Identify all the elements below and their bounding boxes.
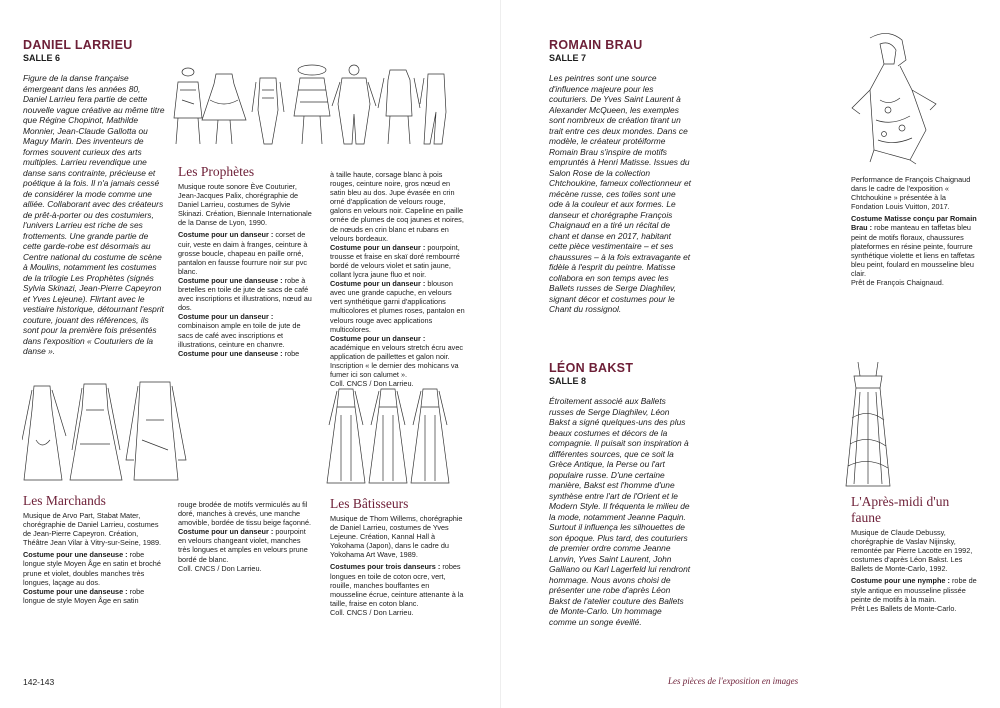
larrieu-header bbox=[23, 38, 133, 63]
brau-item: Costume Matisse conçu par Romain Brau : robe manteau en taffetas bleu peint de motifs floraux, chaussures plateformes en résine peinte, fourrure synthétique violette et liens en taffetas bleu peint, foulard en mousseline bleu clair. bbox=[851, 214, 977, 278]
costume-sketch-marchands-3 bbox=[126, 382, 186, 480]
prophetes-credit: Coll. CNCS / Don Larrieu. bbox=[330, 379, 414, 389]
costume-sketch-batisseurs-1 bbox=[327, 389, 365, 483]
page-gutter bbox=[500, 0, 501, 708]
marchands-credits: Musique de Arvo Part, Stabat Mater, chorégraphie de Daniel Larrieu, costumes de Jean-Pierre Capeyron. Création, Théâtre Jean Vilar à Vitry-sur-Seine, 1989. bbox=[23, 511, 162, 548]
marchands-sketches bbox=[22, 380, 192, 490]
prophetes-col2 bbox=[330, 170, 465, 388]
prophetes-col2-item-2: Costume pour un danseur : blouson avec une grande capuche, en velours vert synthétique garni d'applications multicolores et plumes roses, pantalon en velours rouge avec applications multicolores. bbox=[330, 279, 465, 334]
marchands-item-2: Costume pour une danseuse : robe longue de style Moyen Âge en satin bbox=[23, 586, 145, 605]
costume-sketch-1 bbox=[174, 68, 202, 144]
prophetes-block bbox=[178, 164, 313, 358]
costume-sketch-7 bbox=[420, 74, 446, 144]
prophetes-item-1: Costume pour un danseur : corset de cuir, veste en daim à franges, ceinture à grosse boucle, chapeau en paille orné, pantalon en fausse fourrure noir sur pvc blanc. bbox=[178, 230, 308, 276]
work-title-faune: L'Après-midi d'un faune bbox=[851, 494, 950, 525]
prophetes-item-2: Costume pour une danseuse : robe à bretelles en toile de jute de sacs de café avec inscriptions et illustrations, nœud au dos. bbox=[178, 275, 312, 313]
marchands-col2-lead: rouge brodée de motifs vermiculés au fil doré, manches à crevés, une manche amovible, bordée de tissu beige façonné. bbox=[178, 500, 312, 528]
batisseurs-credit: Coll. CNCS / Don Larrieu. bbox=[330, 607, 414, 617]
marchands-col2-item-1: Costume pour un danseur : pourpoint en velours changeant violet, manches très longues et amples en velours prune bordé de blanc. bbox=[178, 527, 308, 564]
costume-sketch-marchands-1 bbox=[22, 386, 66, 480]
brau-header bbox=[549, 38, 643, 63]
marchands-item-1: Costume pour une danseuse : robe longue style Moyen Âge en satin et broché prune et violet, doubles manches très longues, laçage au dos. bbox=[23, 550, 161, 587]
brau-caption: Performance de François Chaignaud dans le cadre de l'exposition « Chtchoukine » présentée à la Fondation Louis Vuitton, 2017. bbox=[851, 175, 971, 212]
brau-credit: Prêt de François Chaignaud. bbox=[851, 278, 944, 288]
costume-sketch-6 bbox=[378, 70, 420, 144]
faune-item: Costume pour une nymphe : robe de style antique en mousseline plissée peinte de motifs à la main. bbox=[851, 576, 977, 604]
work-title-batisseurs: Les Bâtisseurs bbox=[330, 496, 409, 511]
section-room-brau: SALLE 7 bbox=[549, 53, 587, 63]
batisseurs-credits: Musique de Thom Willems, chorégraphie de Daniel Larrieu, costumes de Yves Lejeune. Création, Kannal Hall à Yokohama (Japon), dans le cadre du Yokohama Art Wave, 1989. bbox=[330, 514, 463, 560]
costume-sketch-4 bbox=[294, 65, 330, 144]
larrieu-intro bbox=[23, 73, 165, 357]
section-title-larrieu: DANIEL LARRIEU bbox=[23, 38, 133, 52]
bakst-intro-text: Étroitement associé aux Ballets russes de Serge Diaghilev, Léon Bakst a signé quelques-uns des plus beaux costumes et décors de la compagnie. Il puisait son inspiration à différentes sources, que ce soit la Grèce Antique, la Perse ou l'art populaire russe. D'une certaine manière, Bakst est l'homme d'une synthèse entre l'art de l'Orient et le Modern Style. Il fréquenta le milieu de la mode, notamment Jeanne Paquin. Surtout il influença les silhouettes de son époque. Plus tard, des couturiers de premier ordre comme Jeanne Lanvin, Yves Saint Laurent, John Galliano ou Karl Lagerfeld lui rendront hommage. Nous avons choisi de présenter une robe d'après Léon Bakst de l'atelier couture des Ballets de Monte-Carlo. Un hommage comme un songe éveillé. bbox=[549, 396, 691, 627]
costume-sketch-marchands-2 bbox=[70, 384, 122, 480]
marchands-col2 bbox=[178, 500, 313, 573]
nymph-dress-sketch bbox=[838, 358, 898, 490]
running-title: Les pièces de l'exposition en images bbox=[668, 676, 799, 686]
prophetes-col2-lead: à taille haute, corsage blanc à pois rouges, ceinture noire, gros nœud en satin bleu au dos. Jupe évasée en crin orné d'application de velours rouge, galons en velours noir. Capeline en paille ornée de plumes de coq jaunes et noires, de nœuds en crin blanc et rubans en velours bordeaux. bbox=[330, 170, 464, 243]
prophetes-item-3: Costume pour un danseur : combinaison ample en toile de jute de sacs de café avec inscriptions et illustrations, ceinture en chanvre. bbox=[178, 312, 301, 349]
brau-caption-block bbox=[851, 175, 979, 287]
bakst-header bbox=[549, 361, 633, 386]
prophetes-col2-item-1: Costume pour un danseur : pourpoint, trousse et fraise en skaï doré rembourré bordé de velours violet et satin jaune, collant lycra jaune fluo et noir. bbox=[330, 242, 460, 280]
bakst-intro bbox=[549, 396, 691, 627]
brau-intro-text: Les peintres sont une source d'influence majeure pour les couturiers. De Yves Saint Laurent à Alexander McQueen, les exemples sont nombreux de création tirant un trait entre ces deux mondes. Dans ce modèle, le créateur protéiforme Romain Brau s'inspire de motifs empruntés à Henri Matisse. Issues du Salon Rose de la collection Chtchoukine, fameux collectionneur et mécène russe, ces toiles sont une ode à la couleur et aux formes. Le danseur et chorégraphe François Chaignaud en a tiré un récital de chant et danse en 2017, habitant cette pièce vestimentaire – et ses chaussures – à la fois extravagante et fidèle à l'esprit du peintre. Matisse collabora en son temps avec les Ballets russes de Serge Diaghilev, signant décor et costumes pour le Chant du rossignol. bbox=[549, 73, 691, 314]
prophetes-item-4: Costume pour une danseuse : robe bbox=[178, 348, 300, 358]
section-title-bakst: LÉON BAKST bbox=[549, 361, 634, 375]
section-room-bakst: SALLE 8 bbox=[549, 376, 587, 386]
batisseurs-block bbox=[330, 496, 465, 617]
prophetes-col2-item-3: Costume pour un danseur : académique en velours stretch écru avec application de paillettes et galon noir. Inscription « le dernier des mohicans va fumer ici son calumet ». bbox=[330, 333, 464, 380]
costume-sketch-5 bbox=[332, 65, 376, 144]
prophetes-credits: Musique route sonore Ève Couturier, Jean-Jacques Palix, chorégraphie de Daniel Larrieu, costumes de Sylvie Skinazi. Création, Biennale Internationale de la Danse de Lyon, 1990. bbox=[178, 182, 312, 228]
brau-intro bbox=[549, 73, 691, 315]
batisseurs-sketches bbox=[325, 385, 453, 487]
work-title-prophetes: Les Prophètes bbox=[178, 164, 255, 179]
prophetes-sketches bbox=[168, 60, 450, 148]
costume-sketch-batisseurs-3 bbox=[411, 389, 449, 483]
work-title-marchands: Les Marchands bbox=[23, 493, 106, 508]
batisseurs-item-1: Costumes pour trois danseurs : robes longues en toile de coton ocre, vert, rouille, manches bouffantes en mousseline écrue, ceinture attenante à la taille, fraise en coton blanc. bbox=[330, 562, 464, 608]
section-room-larrieu: SALLE 6 bbox=[23, 53, 61, 63]
larrieu-intro-text: Figure de la danse française émergeant dans les années 80, Daniel Larrieu fera partie de cette nouvelle vague créative au même titre que Régine Chopinot, Mathilde Monnier, Jean-Claude Gallotta ou Maguy Marin. Des inventeurs de formes souvent curieux des arts multiples. Larrieu revendique une danse sans contrainte, précieuse et poétique à la fois. Il n'a jamais cessé de considérer la mode comme une alliée. Collaborant avec des créateurs de prêt-à-porter ou des costumiers, l'univers Larrieu est riche de ses frottements. Une grande partie de cette garde-robe est désormais au Centre national du costume de scène à Moulins, notamment les costumes de la trilogie Les Prophètes (signés Sylvia Skinazi, Jean-Pierre Capeyron et Yves Lejeune). Flirtant avec le vestiaire historique, détournant l'esprit couture, jouant des références, ils sont pour la première fois présentés dans l'exposition « Couturiers de la danse ». bbox=[23, 73, 165, 356]
faune-credits: Musique de Claude Debussy, chorégraphie de Vaslav Nijinsky, remontée par Pierre Lacotte en 1992, costumes d'après Léon Bakst. Les Ballets de Monte-Carlo, 1992. bbox=[851, 528, 973, 574]
section-title-brau: ROMAIN BRAU bbox=[549, 38, 643, 52]
prophetes-text bbox=[178, 182, 313, 358]
marchands-block bbox=[23, 493, 163, 605]
matisse-costume-figure bbox=[840, 30, 955, 165]
costume-sketch-3 bbox=[252, 78, 284, 144]
faune-block bbox=[851, 494, 979, 613]
marchands-credit: Coll. CNCS / Don Larrieu. bbox=[178, 563, 262, 573]
page-numbers: 142-143 bbox=[23, 677, 55, 687]
faune-credit: Prêt Les Ballets de Monte-Carlo. bbox=[851, 603, 957, 613]
costume-sketch-2 bbox=[202, 74, 246, 144]
costume-sketch-batisseurs-2 bbox=[369, 389, 407, 483]
